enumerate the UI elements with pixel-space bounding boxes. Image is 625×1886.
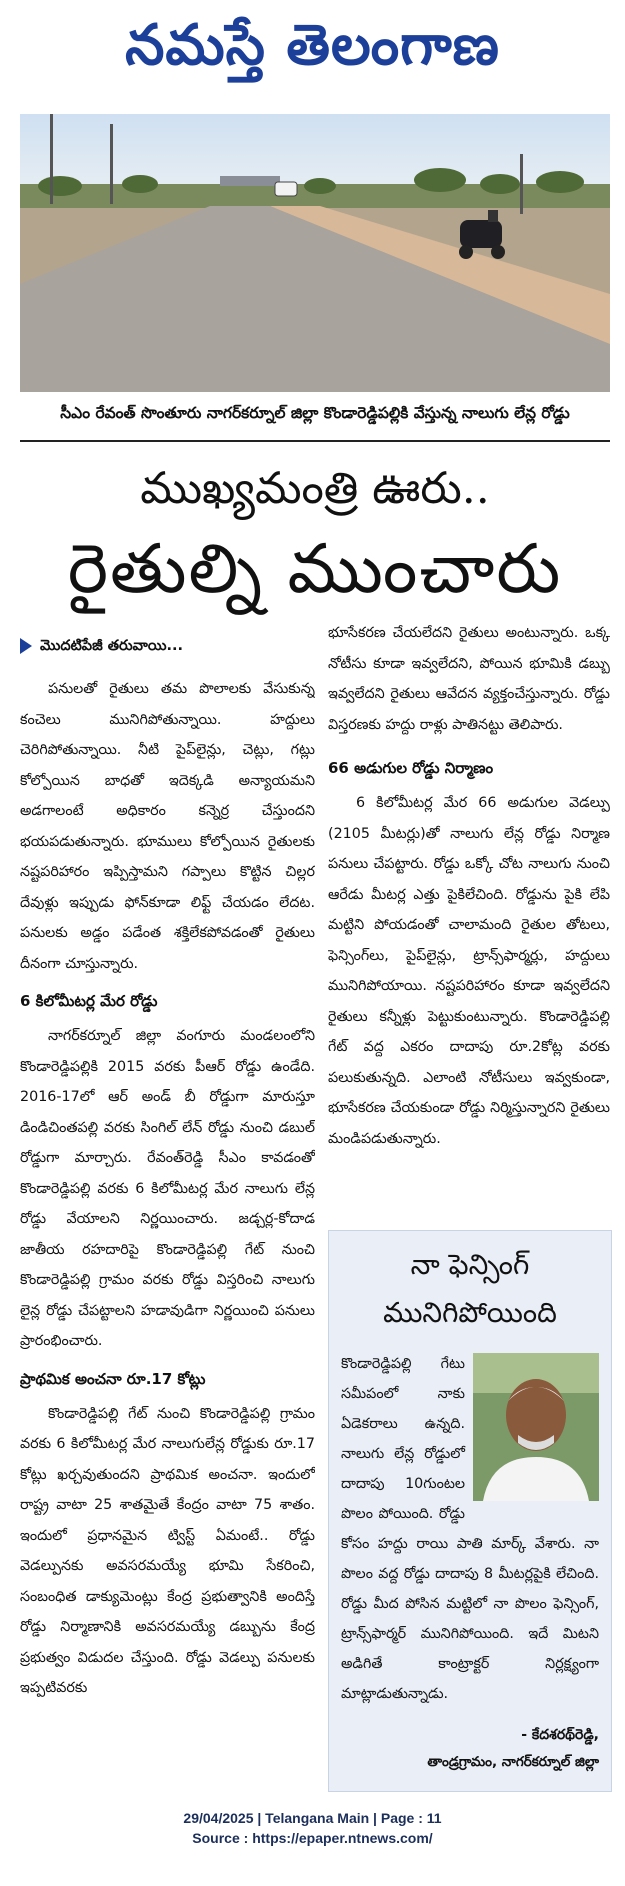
triangle-marker-icon <box>20 638 32 654</box>
box-title-line-1: నా ఫెన్సింగ్ <box>410 1248 530 1281</box>
farmer-quote-box <box>328 1230 612 1792</box>
road-photo-illustration <box>20 114 610 392</box>
article-column-left <box>20 628 315 1778</box>
subheading: ప్రాథమిక అంచనా రూ.17 కోట్లు <box>20 1369 206 1388</box>
photo-caption: సీఎం రేవంత్ సొంతూరు నాగర్‌కర్నూల్ జిల్లా కొండారెడ్డిపల్లికి వేస్తున్న నాలుగు లేన్ల రోడ్డు <box>60 404 570 422</box>
article-paragraph: భూసేకరణ చేయలేదని రైతులు అంటున్నారు. ఒక్క నోటీసు కూడా ఇవ్వలేదని, పోయిన భూమికి డబ్బు ఇవ్వలేదని రైతులు ఆవేదన వ్యక్తంచేస్తున్నారు. రోడ్డు విస్తరణకు హద్దు రాళ్లు పాతినట్టు తెలిపారు. <box>328 625 610 733</box>
farmer-portrait <box>473 1353 599 1501</box>
continuation-lead <box>20 632 315 660</box>
headline-line-2: రైతుల్ని ముంచారు <box>67 530 563 609</box>
article-paragraph: పనులతో రైతులు తమ పొలాలకు వేసుకున్న కంచెలు మునిగిపోతున్నాయి. హద్దులు చెరిగిపోతున్నాయి. నీటి పైప్‌లైన్లు, చెట్లు, గట్లు కోల్పోయిన బాధతో ఇదెక్కడి అన్యాయమని అడగాలంటే అధికారం కన్నెర్ర చేస్తుందని భయపడుతున్నారు. భూములు కోల్పోయిన రైతులకు నష్టపరిహారం ఇప్పిస్తామని గప్పాలు కొట్టిన చిల్లర దేవుళ్లు ఇప్పుడు ఫోన్‌కూడా లిఫ్ట్ చేయడం లేదట. పనులకు అడ్డం పడేంత శక్తిలేకపోవడంతో రైతులు దీనంగా చూస్తున్నారు. <box>20 681 315 972</box>
portrait-illustration <box>473 1353 599 1501</box>
subheading: 66 అడుగుల రోడ్డు నిర్మాణం <box>328 759 494 777</box>
article-column-right <box>328 618 610 1208</box>
box-title-line-2: మునిగిపోయింది <box>383 1296 557 1329</box>
footer-date-edition: 29/04/2025 | Telangana Main | Page : 11 <box>183 1810 442 1826</box>
quote-text: కొండారెడ్డిపల్లి గేటు సమీపంలో నాకు ఏడెకరాలు ఉన్నది. నాలుగు లేన్ల రోడ్డులో దాదాపు 10గుంటల పొలం పోయింది. రోడ్డు కోసం హద్దు రాయి పాతి మార్క్ వేశారు. నా పొలం వద్ద రోడ్డు దాదాపు 8 మీటర్లపైకి లేచింది. రోడ్డు మీద పోసిన మట్టిలో నా పొలం ఫెన్సింగ్, ట్రాన్స్‌ఫార్మర్ మునిగిపోయింది. ఇదే మిటని అడిగితే కాంట్రాక్టర్ నిర్లక్ష్యంగా మాట్లాడుతున్నాడు. <box>341 1356 599 1702</box>
quote-author-place: తాండ్రగ్రామం, నాగర్‌కర్నూల్ జిల్లా <box>427 1754 599 1770</box>
newspaper-logo: నమస్తే తెలంగాణ <box>125 12 500 78</box>
box-text <box>341 1349 599 1709</box>
masthead <box>0 6 625 84</box>
footer-source: Source : https://epaper.ntnews.com/ <box>192 1830 433 1846</box>
article-paragraph: కొండారెడ్డిపల్లి గేట్ నుంచి కొండారెడ్డిపల్లి గ్రామం వరకు 6 కిలోమీటర్ల మేర నాలుగులేన్ల రోడ్డుకు రూ.17 కోట్లు ఖర్చవుతుందని ప్రాథమిక అంచనా. ఇందులో రాష్ట్ర వాటా 25 శాతమైతే కేంద్రం వాటా 75 శాతం. ఇందులో ప్రధానమైన ట్విస్ట్ ఏమంటే.. రోడ్డు వెడల్పునకు అవసరమయ్యే భూమి సేకరించి, సంబంధిత డాక్యుమెంట్లు కేంద్ర ప్రభుత్వానికి అందిస్తే రోడ్డు నిర్మాణానికి అవసరమయ్యే డబ్బును కేంద్ర ప్రభుత్వం విడుదల చేస్తుంది. రోడ్డు వెడల్పు పనులకు ఇప్పటివరకు <box>20 1405 315 1696</box>
quote-author: - కేదశరథ్‌రెడ్డి, <box>521 1727 599 1743</box>
continuation-label: మొదటిపేజీ తరువాయి... <box>40 638 184 654</box>
page-footer <box>0 1808 625 1848</box>
article-paragraph: నాగర్‌కర్నూల్ జిల్లా వంగూరు మండలంలోని కొండారెడ్డిపల్లికి 2015 వరకు పీఆర్ రోడ్డు ఉండేది. 2016-17లో ఆర్ అండ్ బీ రోడ్డుగా మారుస్తూ డిండిచింతపల్లి వరకు సింగిల్ లేన్ రోడ్డు నుంచి డబుల్ రోడ్డుగా మార్చారు. రేవంత్‌రెడ్డి సీఎం కావడంతో కొండారెడ్డిపల్లి వరకు 6 కిలోమీటర్ల మేర నాలుగు లేన్ల రోడ్డు వేయాలని నిర్ణయించారు. జడ్చర్ల-కోదాడ జాతీయ రహదారిపై కొండారెడ్డిపల్లి గేట్ నుంచి కొండారెడ్డిపల్లి గ్రామం వరకు రోడ్డు విస్తరించి నాలుగు లైన్ల రోడ్డు చేపట్టాలని హడావుడిగా నిర్ణయించి పనులు ప్రారంభించారు. <box>20 1028 315 1349</box>
headline-line-1: ముఖ్యమంత్రి ఊరు.. <box>140 463 490 514</box>
divider <box>20 440 610 442</box>
article-paragraph: 6 కిలోమీటర్ల మేర 66 అడుగుల వెడల్పు (2105 మీటర్లు)తో నాలుగు లేన్ల రోడ్డు నిర్మాణ పనులు చేపట్టారు. రోడ్డు ఒక్కో చోట నాలుగు నుంచి ఆరేడు మీటర్ల ఎత్తు పైకిలేచింది. రోడ్డును పైకి లేపి మట్టిని పోయడంతో చాలామంది రైతుల తోటలు, ఫెన్సింగ్‌లు, పైప్‌లైన్లు, ట్రాన్స్‌ఫార్మర్లు, హద్దులు మునిగిపోయాయి. నష్టపరిహారం కూడా ఇవ్వలేదని రైతులు కన్నీళ్లు పెట్టుకుంటున్నారు. కొండారెడ్డిపల్లి గేట్ వద్ద ఎకరం దాదాపు రూ.2కోట్ల వరకు పలుకుతున్నది. ఎలాంటి నోటీసులు ఇవ్వకుండా, భూసేకరణ చేయకుండా రోడ్డు నిర్మిస్తున్నారని రైతులు మండిపడుతున్నారు. <box>328 795 610 1147</box>
subheading: 6 కిలోమీటర్ల మేర రోడ్డు <box>20 992 158 1010</box>
news-photo-road <box>20 114 610 392</box>
